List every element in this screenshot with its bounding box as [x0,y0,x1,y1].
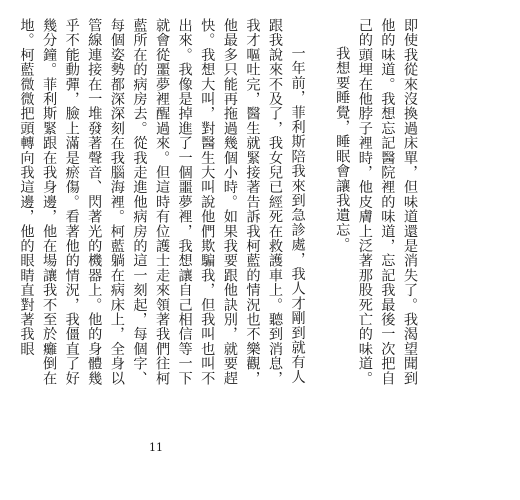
paragraph-spacer [309,18,331,390]
vertical-text-block [15,18,421,390]
page-number: 11 [149,441,163,454]
paragraph-3: 一年前，菲利斯陪我來到急診處，我人才剛到就有人跟我說來不及了，我女兒已經死在救護車上。聽到消息，我才嘔吐完，醫生就緊接著告訴我柯藍的情況也不樂觀，他最多只能再拖過幾個小時。如果我要跟他訣別，就要趕快。我想大叫，對醫生大叫說他們欺騙我，但我叫也叫不出來。我像是掉進了一個噩夢裡，我想讓自己相信等一下就會從噩夢裡醒過來。但這時有位護士走來領著我們往柯藍所在的病房去。從我走進他病房的這一刻起，每個字、每個姿勢都深深刻在我腦海裡。柯藍躺在病床上，全身以管線連接在一堆發著聲音、閃著光的機器上。他的身體幾乎不能動彈，臉上滿是瘀傷。看著他的情況，我僵直了好幾分鐘。菲利斯緊跟在我身邊，他在場讓我不至於癱倒在地。柯藍微微把頭轉向我這邊，他的眼睛直對著我眼 [18,18,306,386]
paragraph-2: 我想要睡覺，睡眠會讓我遺忘。 [334,46,351,253]
paragraph-1: 即使我從來沒換過床單，但味道還是消失了。我渴望聞到他的味道。我想忘記醫院裡的味道，忘記我最後一次把自己的頭埋在他脖子裡時，他皮膚上泛著那股死亡的味道。 [356,18,418,386]
